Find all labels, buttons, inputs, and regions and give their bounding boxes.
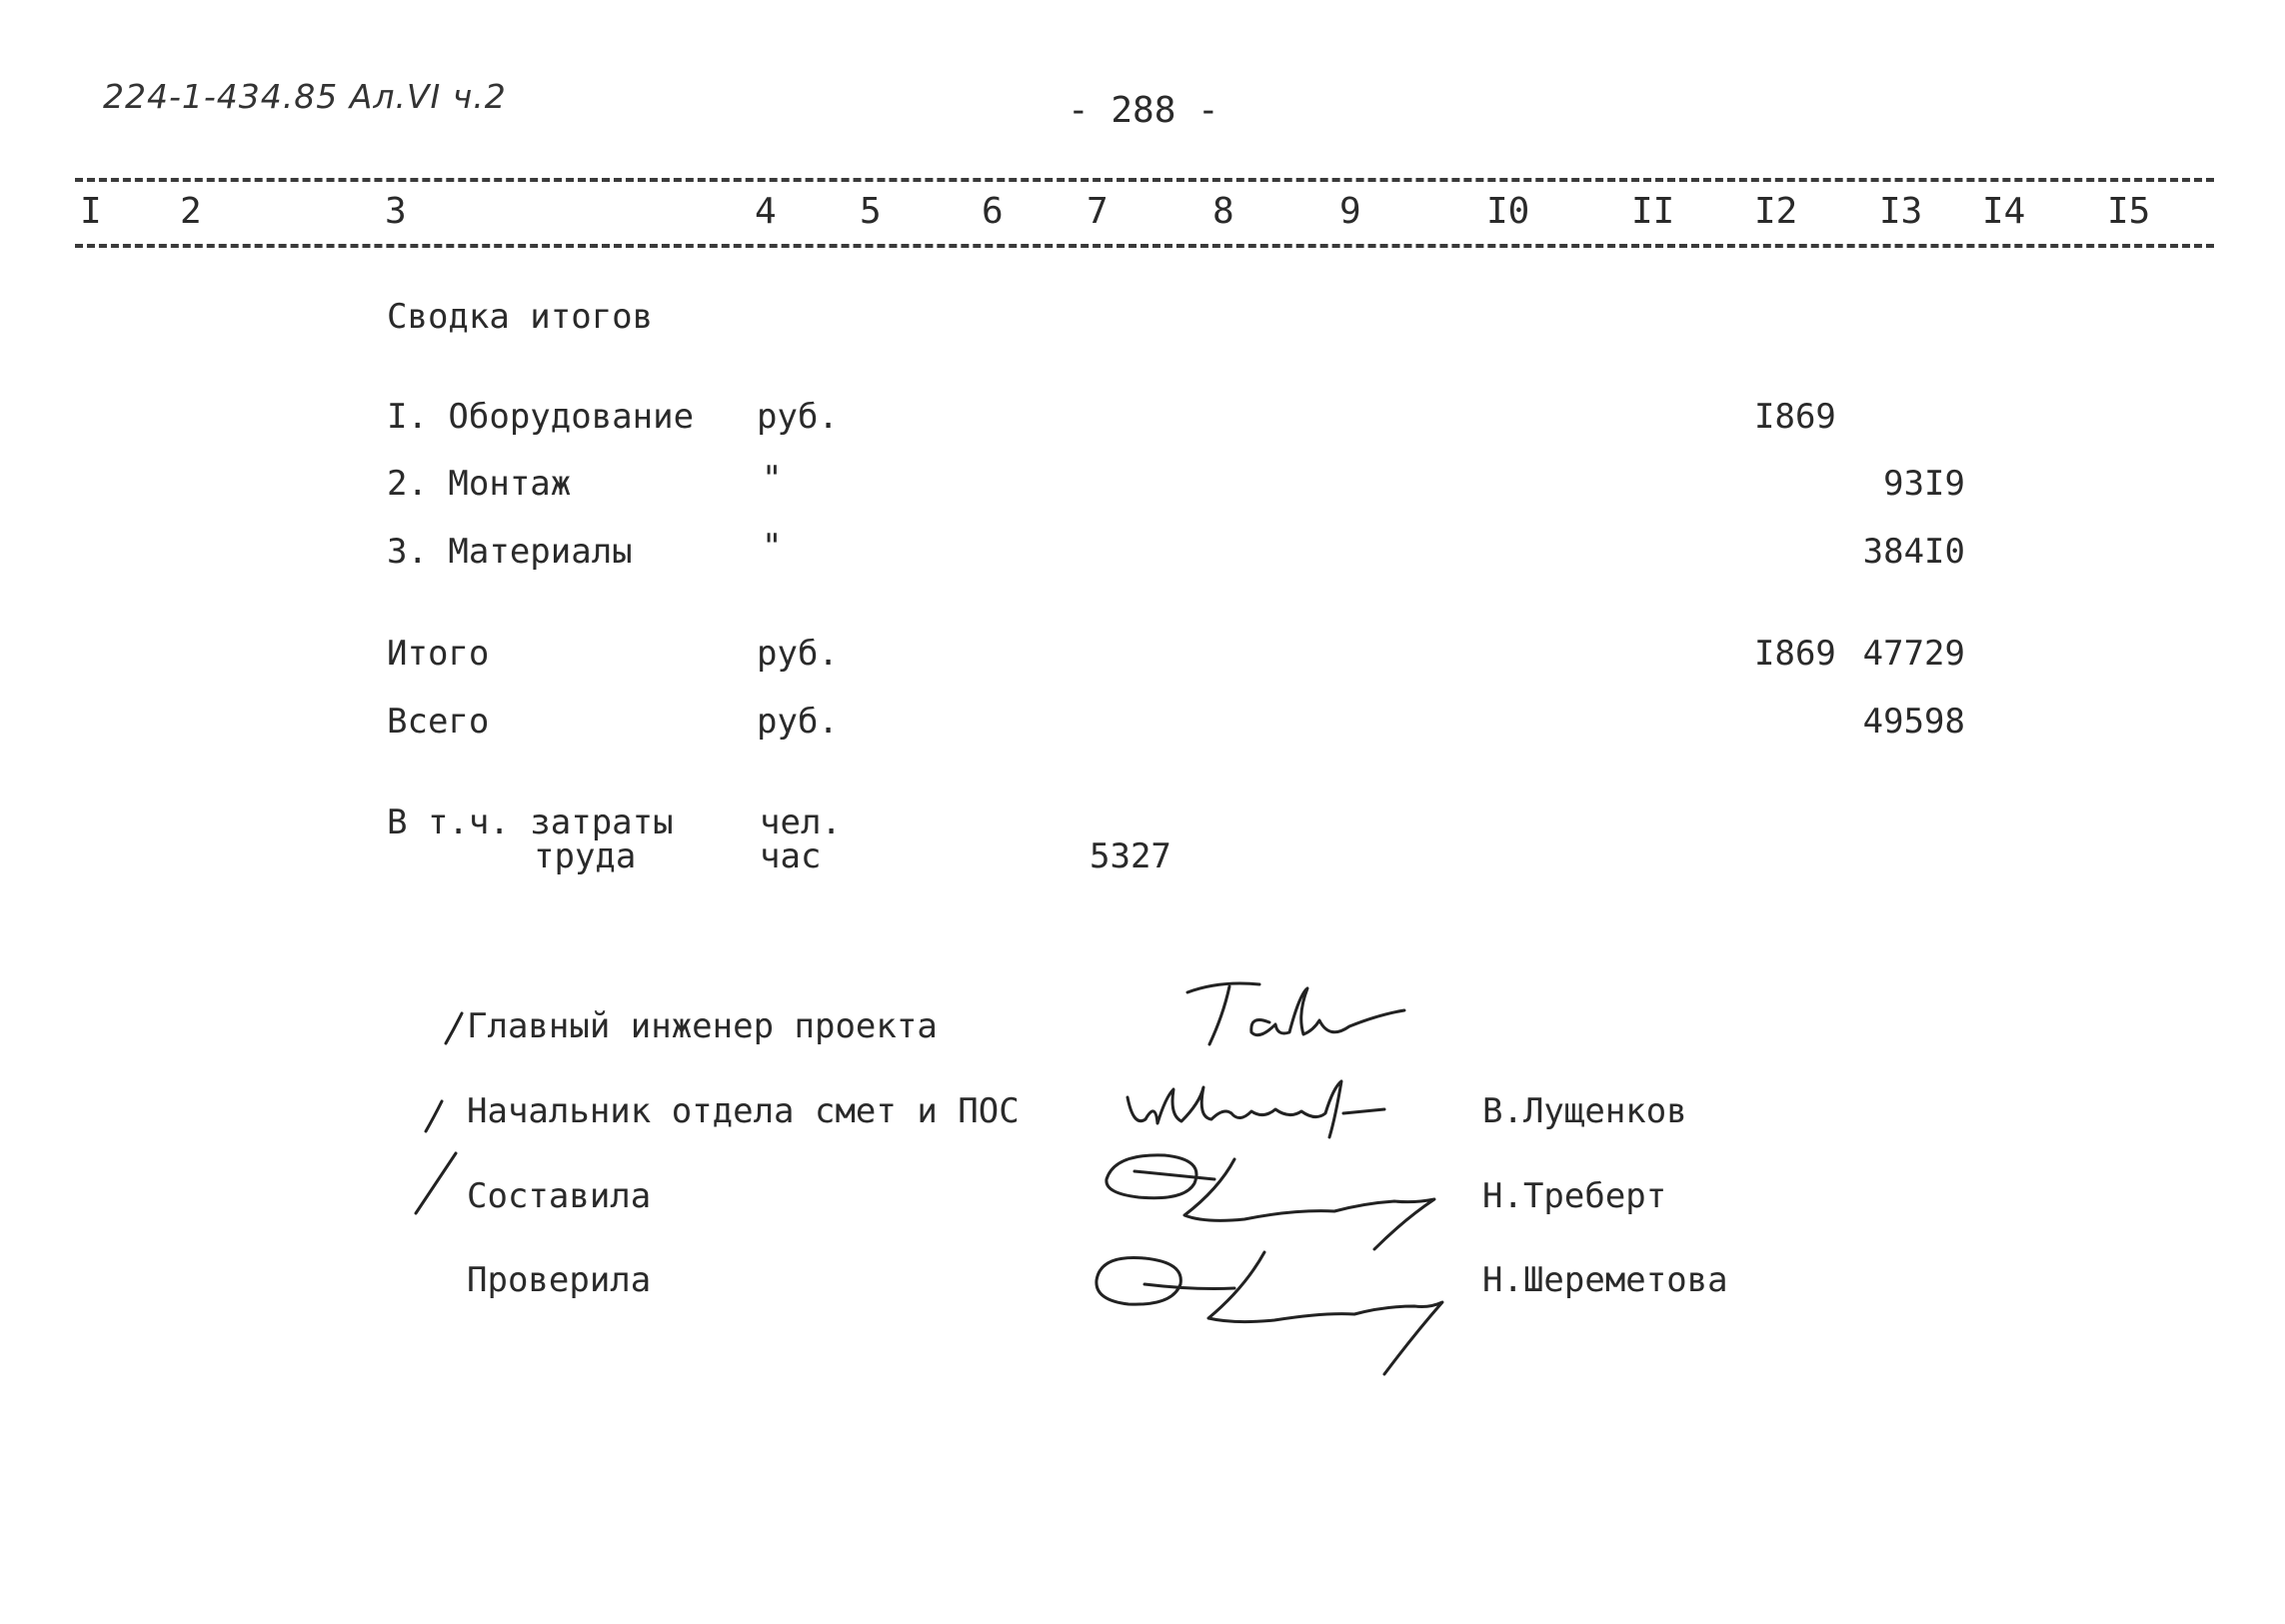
handwritten-signature [1095, 1139, 1464, 1259]
column-number: 3 [385, 191, 407, 232]
tick-mark [440, 1009, 470, 1049]
row-label-installation: 2. Монтаж [387, 464, 572, 504]
column-number: I4 [1982, 191, 2026, 232]
column-number: I5 [2107, 191, 2151, 232]
column-number: I3 [1879, 191, 1923, 232]
handwritten-signature [1179, 974, 1409, 1054]
header-rule-bottom [75, 244, 2214, 248]
column-number: 2 [180, 191, 202, 232]
column-number: 7 [1087, 191, 1109, 232]
document-code: 224-1-434.85 Ал.VI ч.2 [103, 77, 507, 116]
column-number: 4 [755, 191, 777, 232]
tick-mark [412, 1149, 462, 1219]
row-label-materials: 3. Материалы [387, 532, 633, 572]
labor-value-col7: 5327 [1090, 836, 1171, 876]
tick-mark [420, 1097, 450, 1137]
row-value-col12: I869 [1754, 397, 1836, 437]
signature-role-department-head: Начальник отдела смет и ПОС [467, 1091, 1020, 1131]
signatory-name: Н.Треберт [1482, 1176, 1667, 1216]
column-number: I2 [1754, 191, 1798, 232]
labor-unit-line2: час [760, 836, 822, 876]
row-unit: " [762, 459, 783, 499]
total-label: Итого [387, 634, 490, 674]
row-label-equipment: I. Оборудование [387, 397, 695, 437]
column-number: II [1631, 191, 1675, 232]
total-value-col13: 47729 [1862, 634, 1965, 674]
total-value-col12: I869 [1754, 634, 1836, 674]
signature-role-checked-by: Проверила [467, 1260, 652, 1300]
summary-title: Сводка итогов [387, 297, 654, 337]
signature-role-chief-engineer: Главный инженер проекта [467, 1006, 938, 1046]
column-number: I0 [1486, 191, 1530, 232]
column-number: 6 [982, 191, 1004, 232]
page-number: - 288 - [1068, 90, 1219, 131]
column-number: 9 [1339, 191, 1361, 232]
labor-label-line1: В т.ч. затраты [387, 803, 674, 842]
labor-unit-line1: чел. [760, 803, 842, 842]
row-unit: " [762, 527, 783, 567]
signature-role-compiled-by: Составила [467, 1176, 652, 1216]
handwritten-signature [1120, 1067, 1449, 1147]
handwritten-signature [1085, 1244, 1464, 1384]
labor-label-line2: труда [534, 836, 637, 876]
column-number: 5 [860, 191, 882, 232]
row-unit: руб. [757, 397, 839, 437]
column-number: I [80, 191, 102, 232]
row-value-col13: 93I9 [1883, 464, 1965, 504]
grand-total-value-col13: 49598 [1862, 702, 1965, 742]
row-value-col13: 384I0 [1862, 532, 1965, 572]
grand-total-label: Всего [387, 702, 490, 742]
signatory-name: Н.Шереметова [1482, 1260, 1728, 1300]
column-number: 8 [1212, 191, 1234, 232]
header-rule-top [75, 178, 2214, 182]
grand-total-unit: руб. [757, 702, 839, 742]
signatory-name: В.Лущенков [1482, 1091, 1687, 1131]
total-unit: руб. [757, 634, 839, 674]
